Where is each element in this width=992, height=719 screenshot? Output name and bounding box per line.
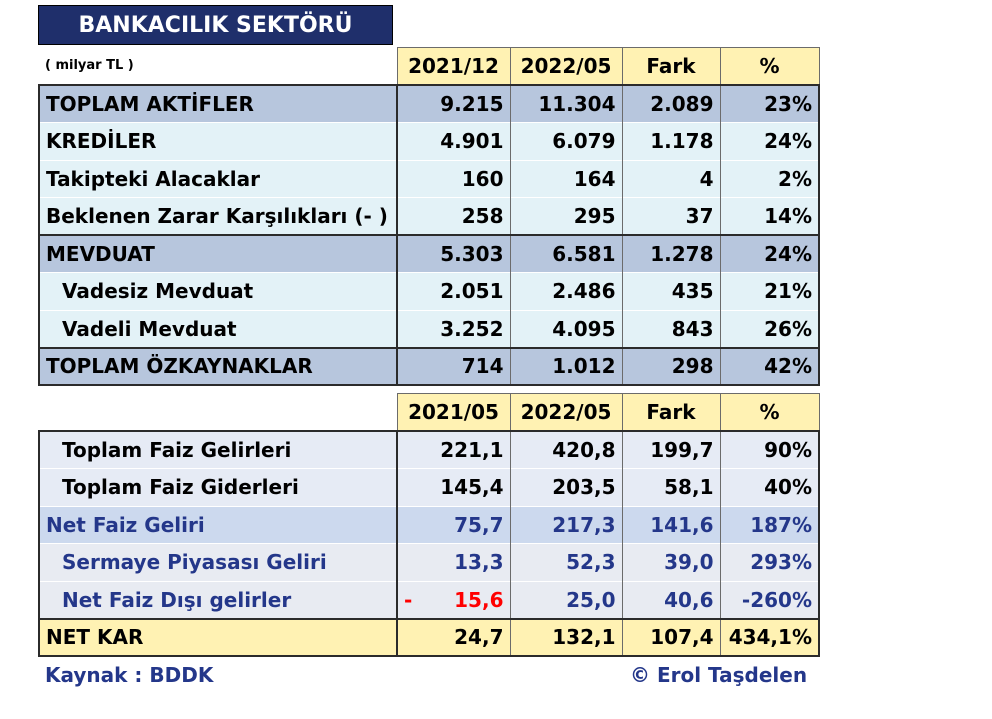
col-header: % <box>720 394 819 432</box>
cell: 90% <box>720 431 819 469</box>
row-label: Net Faiz Geliri <box>39 506 397 544</box>
cell: 40% <box>720 469 819 507</box>
author-credit: © Erol Taşdelen <box>630 663 808 687</box>
cell: 164 <box>510 160 622 198</box>
cell: 435 <box>622 273 720 311</box>
row-label: NET KAR <box>39 619 397 657</box>
table-row <box>39 198 819 236</box>
cell: 843 <box>622 310 720 348</box>
cell: 3.252 <box>397 310 510 348</box>
table-row <box>39 235 819 273</box>
cell: 1.278 <box>622 235 720 273</box>
cell: 23% <box>720 85 819 123</box>
table-row <box>39 160 819 198</box>
row-label: KREDİLER <box>39 123 397 161</box>
cell: 13,3 <box>397 544 510 582</box>
cell: 42% <box>720 348 819 386</box>
table-row <box>39 469 819 507</box>
cell: 25,0 <box>510 581 622 619</box>
cell: 39,0 <box>622 544 720 582</box>
unit-label: ( milyar TL ) <box>39 48 397 86</box>
row-label: Toplam Faiz Gelirleri <box>39 431 397 469</box>
cell: 4 <box>622 160 720 198</box>
cell: 258 <box>397 198 510 236</box>
cell: 24% <box>720 235 819 273</box>
cell: 2.486 <box>510 273 622 311</box>
cell: 37 <box>622 198 720 236</box>
cell: 58,1 <box>622 469 720 507</box>
table-row <box>39 85 819 123</box>
cell: 298 <box>622 348 720 386</box>
col-header: % <box>720 48 819 86</box>
table-row <box>39 123 819 161</box>
col-header: Fark <box>622 48 720 86</box>
row-label: Vadesiz Mevduat <box>39 273 397 311</box>
table-row <box>39 310 819 348</box>
cell: 295 <box>510 198 622 236</box>
cell: 160 <box>397 160 510 198</box>
row-label: Toplam Faiz Giderleri <box>39 469 397 507</box>
cell: 9.215 <box>397 85 510 123</box>
cell: 203,5 <box>510 469 622 507</box>
cell: 26% <box>720 310 819 348</box>
table-row <box>39 348 819 386</box>
cell: 145,4 <box>397 469 510 507</box>
cell: 4.095 <box>510 310 622 348</box>
cell: 1.178 <box>622 123 720 161</box>
table-row <box>39 619 819 657</box>
table-row <box>39 544 819 582</box>
cell: 107,4 <box>622 619 720 657</box>
cell: 217,3 <box>510 506 622 544</box>
source-note: Kaynak : BDDK <box>45 663 214 687</box>
negative-sign: - <box>404 587 413 612</box>
cell: 6.581 <box>510 235 622 273</box>
cell: 221,1 <box>397 431 510 469</box>
cell: 199,7 <box>622 431 720 469</box>
cell: 75,7 <box>397 506 510 544</box>
row-label: Vadeli Mevduat <box>39 310 397 348</box>
negative-value: 15,6 <box>454 587 504 612</box>
table-row <box>39 431 819 469</box>
cell: 11.304 <box>510 85 622 123</box>
cell: 24% <box>720 123 819 161</box>
row-label: Takipteki Alacaklar <box>39 160 397 198</box>
cell: 714 <box>397 348 510 386</box>
row-label: TOPLAM ÖZKAYNAKLAR <box>39 348 397 386</box>
cell: 52,3 <box>510 544 622 582</box>
cell: 6.079 <box>510 123 622 161</box>
table-row <box>39 581 819 619</box>
col-header: 2021/05 <box>397 394 510 432</box>
cell: 24,7 <box>397 619 510 657</box>
row-label: Beklenen Zarar Karşılıkları (- ) <box>39 198 397 236</box>
balance-sheet-table <box>38 47 820 386</box>
row-label: Sermaye Piyasası Geliri <box>39 544 397 582</box>
balance-header-row <box>39 48 819 86</box>
col-header: 2021/12 <box>397 48 510 86</box>
cell: 40,6 <box>622 581 720 619</box>
cell: -260% <box>720 581 819 619</box>
cell <box>397 581 510 619</box>
cell: 4.901 <box>397 123 510 161</box>
cell: 1.012 <box>510 348 622 386</box>
cell: 2.051 <box>397 273 510 311</box>
cell: 14% <box>720 198 819 236</box>
cell: 187% <box>720 506 819 544</box>
cell: 420,8 <box>510 431 622 469</box>
cell: 132,1 <box>510 619 622 657</box>
cell: 5.303 <box>397 235 510 273</box>
table-row <box>39 273 819 311</box>
cell: 141,6 <box>622 506 720 544</box>
col-header: Fark <box>622 394 720 432</box>
row-label: TOPLAM AKTİFLER <box>39 85 397 123</box>
cell: 2.089 <box>622 85 720 123</box>
cell: 2% <box>720 160 819 198</box>
table-row <box>39 506 819 544</box>
page-title: BANKACILIK SEKTÖRÜ <box>38 5 393 45</box>
income-header-row <box>39 394 819 432</box>
cell: 293% <box>720 544 819 582</box>
income-statement-table <box>38 393 820 657</box>
col-header: 2022/05 <box>510 48 622 86</box>
cell: 21% <box>720 273 819 311</box>
row-label: Net Faiz Dışı gelirler <box>39 581 397 619</box>
col-header: 2022/05 <box>510 394 622 432</box>
row-label: MEVDUAT <box>39 235 397 273</box>
cell: 434,1% <box>720 619 819 657</box>
